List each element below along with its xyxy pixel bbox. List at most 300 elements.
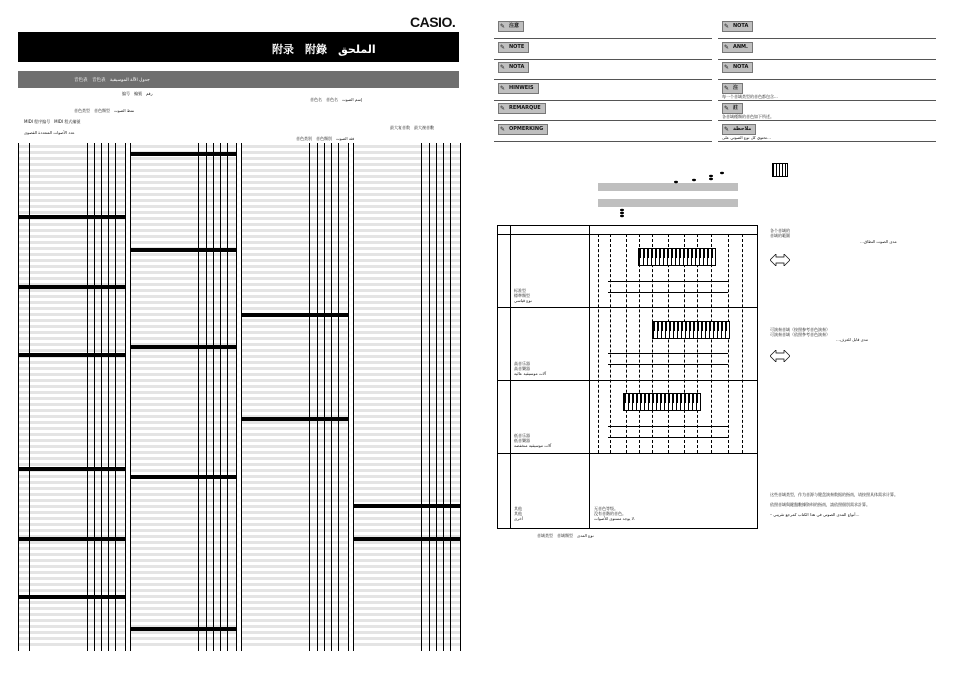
table-row-stripe <box>19 151 125 154</box>
keyboard-high <box>652 321 730 339</box>
header-polyphony-ar: عدد الأصوات المتعددة القصوى <box>24 130 75 135</box>
table-row-stripe <box>242 169 348 172</box>
table-row-stripe <box>354 415 460 418</box>
table-row-stripe <box>354 499 460 502</box>
table-row-stripe <box>19 517 125 520</box>
table-row-stripe <box>242 259 348 262</box>
table-row-stripe <box>242 229 348 232</box>
range-guide-line <box>652 234 653 453</box>
table-row-stripe <box>19 613 125 616</box>
row-other-note-3: لا يوجد مستوى للأصوات. <box>594 516 636 521</box>
table-row-stripe <box>354 319 460 322</box>
table-row-stripe <box>354 271 460 274</box>
note-badge: ✎ NOTA <box>722 62 753 73</box>
table-row-stripe <box>19 367 125 370</box>
note-badge: ✎ REMARQUE <box>498 103 546 114</box>
table-row-stripe <box>19 343 125 346</box>
row-other-label-3: أخرى <box>514 516 523 521</box>
table-row-stripe <box>354 457 460 460</box>
row-low-label-3: آلات موسيقية منخفضة <box>514 443 552 448</box>
table-row-stripe <box>242 469 348 472</box>
table-row-stripe <box>19 157 125 160</box>
header-tone-category: 音色类别 音色類別 فئة الصوت <box>296 136 355 141</box>
table-row-stripe <box>242 475 348 478</box>
table-row-stripe <box>354 301 460 304</box>
header-tone-type: 音色类型 音色類型 نمط الصوت <box>74 108 135 113</box>
table-row-stripe <box>242 625 348 628</box>
table-row-stripe <box>354 385 460 388</box>
note-text: تحتوي كل نوع الصوتي على... <box>722 134 771 140</box>
table-row-stripe <box>19 301 125 304</box>
table-row-stripe <box>354 181 460 184</box>
side-note-2a: 可演奏音域（按照参考音色演奏） <box>770 327 830 332</box>
table-row-stripe <box>242 613 348 616</box>
table-row-stripe <box>19 523 125 526</box>
table-row-stripe <box>242 439 348 442</box>
table-row-stripe <box>242 193 348 196</box>
table-row-stripe <box>242 505 348 508</box>
double-arrow-outline-icon <box>770 350 790 362</box>
diagram-footer: 音域类型 音域類型 نوع المدى <box>537 533 594 538</box>
table-row-stripe <box>242 433 348 436</box>
table-row-stripe <box>354 289 460 292</box>
keyboard-standard <box>638 248 716 266</box>
table-row-stripe <box>242 145 348 148</box>
column-rule <box>421 143 422 651</box>
table-row-stripe <box>19 391 125 394</box>
table-row-stripe <box>242 583 348 586</box>
table-row-stripe <box>354 247 460 250</box>
side-note-1a: 各个音域的 <box>770 228 790 233</box>
table-row-stripe <box>354 325 460 328</box>
table-row-stripe <box>354 253 460 256</box>
note-badge: ✎ 注 <box>722 83 743 94</box>
table-row-stripe <box>354 187 460 190</box>
row-high-label-3: آلات موسيقية عالية <box>514 371 547 376</box>
table-row-stripe <box>242 511 348 514</box>
table-row-stripe <box>354 403 460 406</box>
table-row-stripe <box>19 379 125 382</box>
column-rule <box>198 143 199 651</box>
table-row-stripe <box>354 145 460 148</box>
column-rule <box>338 143 339 651</box>
table-row-stripe <box>354 565 460 568</box>
table-row-stripe <box>354 277 460 280</box>
column-rule <box>331 143 332 651</box>
table-row-stripe <box>354 229 460 232</box>
table-row-stripe <box>242 253 348 256</box>
category-divider <box>19 595 125 599</box>
casio-logo: CASIO. <box>410 14 456 30</box>
table-row-stripe <box>19 427 125 430</box>
table-row-stripe <box>354 421 460 424</box>
side-note-2c: …مدى قابل للعزف <box>836 337 869 342</box>
note-text: 每一个音域类型的音色都包含... <box>722 93 778 99</box>
table-row-stripe <box>354 343 460 346</box>
table-row-stripe <box>19 559 125 562</box>
table-row-stripe <box>19 349 125 352</box>
double-arrow-icon <box>770 254 790 266</box>
table-row-stripe <box>354 355 460 358</box>
table-row-stripe <box>19 577 125 580</box>
table-row-stripe <box>242 397 348 400</box>
table-row-stripe <box>242 181 348 184</box>
range-guide-line <box>684 234 685 453</box>
table-row-stripe <box>242 331 348 334</box>
table-row-stripe <box>354 283 460 286</box>
table-row-stripe <box>242 187 348 190</box>
table-row-stripe <box>242 607 348 610</box>
header-number: 编号 編號 رقم <box>122 91 153 96</box>
tone-table-column-4 <box>353 143 461 651</box>
table-row-stripe <box>19 385 125 388</box>
table-row-stripe <box>354 295 460 298</box>
table-row-stripe <box>19 373 125 376</box>
note-row <box>494 20 712 39</box>
row-other-note-2: 没有音階的音色。 <box>594 511 626 516</box>
table-row-stripe <box>19 643 125 646</box>
side-note-1c: …مدى الصوت النطاق <box>860 239 897 244</box>
table-row-stripe <box>19 205 125 208</box>
row-other-label-1: 其他 <box>514 506 522 511</box>
table-row-stripe <box>242 385 348 388</box>
table-row-stripe <box>242 277 348 280</box>
table-row-stripe <box>19 319 125 322</box>
table-row-stripe <box>354 469 460 472</box>
note-badge: ✎ ANM. <box>722 42 753 53</box>
table-row-stripe <box>354 193 460 196</box>
table-row-stripe <box>242 373 348 376</box>
table-row-stripe <box>354 529 460 532</box>
table-row-stripe <box>242 601 348 604</box>
table-row-stripe <box>19 481 125 484</box>
table-row-stripe <box>354 151 460 154</box>
column-rule <box>206 143 207 651</box>
table-row-stripe <box>19 187 125 190</box>
table-row-stripe <box>354 349 460 352</box>
table-row-stripe <box>242 547 348 550</box>
range-guide-line <box>697 234 698 453</box>
table-row-stripe <box>242 247 348 250</box>
table-row-stripe <box>242 631 348 634</box>
table-row-stripe <box>242 151 348 154</box>
table-row-stripe <box>354 205 460 208</box>
table-row-stripe <box>19 409 125 412</box>
table-row-stripe <box>354 367 460 370</box>
table-row-stripe <box>19 457 125 460</box>
column-rule <box>317 143 318 651</box>
column-rule <box>220 143 221 651</box>
row-high-label-2: 高音樂器 <box>514 366 530 371</box>
table-row-stripe <box>354 511 460 514</box>
side-note-3a: 这些音域类型，作为音源与键盘演奏数据的指南，请按照具体需求计算。 <box>770 492 898 497</box>
range-guide-line <box>728 234 729 453</box>
table-row-stripe <box>354 577 460 580</box>
table-row-stripe <box>19 181 125 184</box>
table-row-stripe <box>19 223 125 226</box>
table-row-stripe <box>242 577 348 580</box>
range-guide-line <box>742 234 743 453</box>
table-row-stripe <box>19 637 125 640</box>
table-row-stripe <box>242 175 348 178</box>
range-type-diagram <box>497 225 758 529</box>
table-row-stripe <box>242 271 348 274</box>
table-row-stripe <box>19 253 125 256</box>
table-row-stripe <box>19 295 125 298</box>
tone-table-column-3 <box>241 143 349 651</box>
range-guide-line <box>626 234 627 453</box>
table-row-stripe <box>19 169 125 172</box>
table-row-stripe <box>354 175 460 178</box>
table-row-stripe <box>242 319 348 322</box>
column-rule <box>94 143 95 651</box>
range-arrow-high <box>608 353 728 365</box>
table-row-stripe <box>242 523 348 526</box>
table-row-stripe <box>354 409 460 412</box>
column-rule <box>101 143 102 651</box>
category-divider <box>242 417 348 421</box>
table-row-stripe <box>354 157 460 160</box>
table-row-stripe <box>354 583 460 586</box>
table-row-stripe <box>242 349 348 352</box>
table-row-stripe <box>19 199 125 202</box>
table-row-stripe <box>354 331 460 334</box>
table-row-stripe <box>19 547 125 550</box>
column-rule <box>450 143 451 651</box>
range-guide-line <box>639 234 640 453</box>
category-divider <box>19 537 125 541</box>
table-row-stripe <box>354 601 460 604</box>
note-row <box>494 123 712 142</box>
table-row-stripe <box>19 331 125 334</box>
table-row-stripe <box>354 493 460 496</box>
row-other-label-2: 其他 <box>514 511 522 516</box>
table-row-stripe <box>19 271 125 274</box>
table-row-stripe <box>354 433 460 436</box>
table-row-stripe <box>19 487 125 490</box>
table-row-stripe <box>354 427 460 430</box>
column-rule <box>108 143 109 651</box>
range-guide-line <box>668 234 669 453</box>
table-row-stripe <box>354 547 460 550</box>
table-row-stripe <box>242 541 348 544</box>
table-row-stripe <box>354 211 460 214</box>
table-row-stripe <box>19 361 125 364</box>
range-guide-line <box>711 234 712 453</box>
table-row-stripe <box>242 535 348 538</box>
table-row-stripe <box>242 487 348 490</box>
table-row-stripe <box>19 565 125 568</box>
column-rule <box>436 143 437 651</box>
header-program-number: MIDI 程序编号 MIDI 程式編號 <box>24 119 81 124</box>
column-rule <box>227 143 228 651</box>
table-row-stripe <box>354 337 460 340</box>
table-row-stripe <box>19 235 125 238</box>
table-row-stripe <box>354 391 460 394</box>
table-row-stripe <box>19 529 125 532</box>
table-row-stripe <box>354 439 460 442</box>
table-row-stripe <box>242 205 348 208</box>
table-row-stripe <box>19 277 125 280</box>
note-row <box>494 61 712 80</box>
note-row <box>718 20 936 39</box>
table-row-stripe <box>354 169 460 172</box>
table-row-stripe <box>19 601 125 604</box>
table-row-stripe <box>242 553 348 556</box>
table-row-stripe <box>242 367 348 370</box>
table-row-stripe <box>242 223 348 226</box>
table-row-stripe <box>19 493 125 496</box>
note-row <box>494 41 712 60</box>
table-row-stripe <box>242 481 348 484</box>
section-title: 音色表 音色表 جدول الآلة الموسيقية <box>74 78 150 83</box>
table-row-stripe <box>19 499 125 502</box>
table-row-stripe <box>242 391 348 394</box>
table-row-stripe <box>19 193 125 196</box>
table-row-stripe <box>354 241 460 244</box>
table-row-stripe <box>242 301 348 304</box>
table-row-stripe <box>19 397 125 400</box>
table-row-stripe <box>19 439 125 442</box>
appendix-banner <box>18 32 459 62</box>
table-row-stripe <box>242 457 348 460</box>
table-row-stripe <box>354 307 460 310</box>
table-row-stripe <box>354 487 460 490</box>
note-row <box>718 102 936 121</box>
table-row-stripe <box>242 343 348 346</box>
table-row-stripe <box>354 619 460 622</box>
table-row-stripe <box>242 409 348 412</box>
section-title-bar <box>18 71 459 88</box>
table-row-stripe <box>354 613 460 616</box>
row-other-note-1: 无音色等级。 <box>594 506 618 511</box>
header-max-polyphony: 最大复音数 最大複音數 <box>390 125 434 130</box>
note-text: 各音域種類的音色如下所述。 <box>722 114 774 119</box>
table-row-stripe <box>242 235 348 238</box>
table-row-stripe <box>354 163 460 166</box>
table-row-stripe <box>354 265 460 268</box>
category-divider <box>19 353 125 357</box>
range-arrow-standard <box>608 281 728 293</box>
table-row-stripe <box>19 265 125 268</box>
table-row-stripe <box>354 313 460 316</box>
table-row-stripe <box>242 643 348 646</box>
table-row-stripe <box>242 211 348 214</box>
note-row <box>494 102 712 121</box>
table-row-stripe <box>242 565 348 568</box>
table-row-stripe <box>242 451 348 454</box>
table-row-stripe <box>242 445 348 448</box>
range-guide-line <box>610 234 611 453</box>
table-row-stripe <box>354 571 460 574</box>
column-rule <box>324 143 325 651</box>
table-row-stripe <box>242 361 348 364</box>
table-row-stripe <box>19 541 125 544</box>
table-row-stripe <box>19 229 125 232</box>
table-row-stripe <box>242 163 348 166</box>
table-row-stripe <box>19 553 125 556</box>
note-badge: ✎ 注意 <box>498 21 524 32</box>
table-row-stripe <box>19 415 125 418</box>
table-row-stripe <box>242 265 348 268</box>
row-low-label-2: 低音樂器 <box>514 438 530 443</box>
note-row <box>718 61 936 80</box>
table-row-stripe <box>19 619 125 622</box>
table-row-stripe <box>19 247 125 250</box>
table-row-stripe <box>354 259 460 262</box>
side-note-1b: 音域的範圍 <box>770 233 790 238</box>
table-row-stripe <box>354 361 460 364</box>
note-badge: ✎ NOTA <box>498 62 529 73</box>
table-row-stripe <box>19 289 125 292</box>
keyboard-low <box>623 393 701 411</box>
table-row-stripe <box>242 379 348 382</box>
table-row-stripe <box>19 145 125 148</box>
table-row-stripe <box>242 559 348 562</box>
table-row-stripe <box>19 511 125 514</box>
row-standard-label-3: نوع قياسي <box>514 298 532 303</box>
table-row-stripe <box>354 451 460 454</box>
column-rule <box>29 143 30 651</box>
tone-table-column-1 <box>18 143 126 651</box>
note-row <box>718 123 936 142</box>
table-row-stripe <box>242 619 348 622</box>
table-row-stripe <box>19 571 125 574</box>
table-row-stripe <box>354 637 460 640</box>
side-note-3c: – أنواع المدى الصوتي في هذا الكتاب كمرجع تقريبي… <box>770 512 860 517</box>
table-row-stripe <box>242 355 348 358</box>
table-row-stripe <box>354 625 460 628</box>
category-divider <box>354 504 460 508</box>
table-row-stripe <box>354 475 460 478</box>
table-row-stripe <box>242 589 348 592</box>
table-row-stripe <box>19 421 125 424</box>
table-row-stripe <box>19 211 125 214</box>
row-standard-label-2: 標準類型 <box>514 293 530 298</box>
table-row-stripe <box>354 481 460 484</box>
range-arrow-low <box>608 426 728 438</box>
note-row <box>718 41 936 60</box>
table-row-stripe <box>354 523 460 526</box>
note-badge: ✎ NOTA <box>722 21 753 32</box>
row-standard-label-1: 标准型 <box>514 288 526 293</box>
table-row-stripe <box>242 499 348 502</box>
table-row-stripe <box>354 553 460 556</box>
table-row-stripe <box>19 163 125 166</box>
table-row-stripe <box>242 241 348 244</box>
table-row-stripe <box>19 241 125 244</box>
table-row-stripe <box>19 625 125 628</box>
table-row-stripe <box>19 631 125 634</box>
table-row-stripe <box>242 289 348 292</box>
table-row-stripe <box>354 589 460 592</box>
table-row-stripe <box>354 373 460 376</box>
note-badge: ✎ 註 <box>722 103 743 114</box>
column-rule <box>309 143 310 651</box>
table-row-stripe <box>19 505 125 508</box>
note-badge: ✎ HINWEIS <box>498 83 539 94</box>
table-row-stripe <box>242 427 348 430</box>
table-row-stripe <box>19 403 125 406</box>
column-rule <box>87 143 88 651</box>
table-row-stripe <box>242 463 348 466</box>
table-row-stripe <box>354 643 460 646</box>
table-row-stripe <box>19 445 125 448</box>
tone-table-column-2 <box>130 143 237 651</box>
category-divider <box>19 467 125 471</box>
table-row-stripe <box>354 463 460 466</box>
table-row-stripe <box>242 517 348 520</box>
